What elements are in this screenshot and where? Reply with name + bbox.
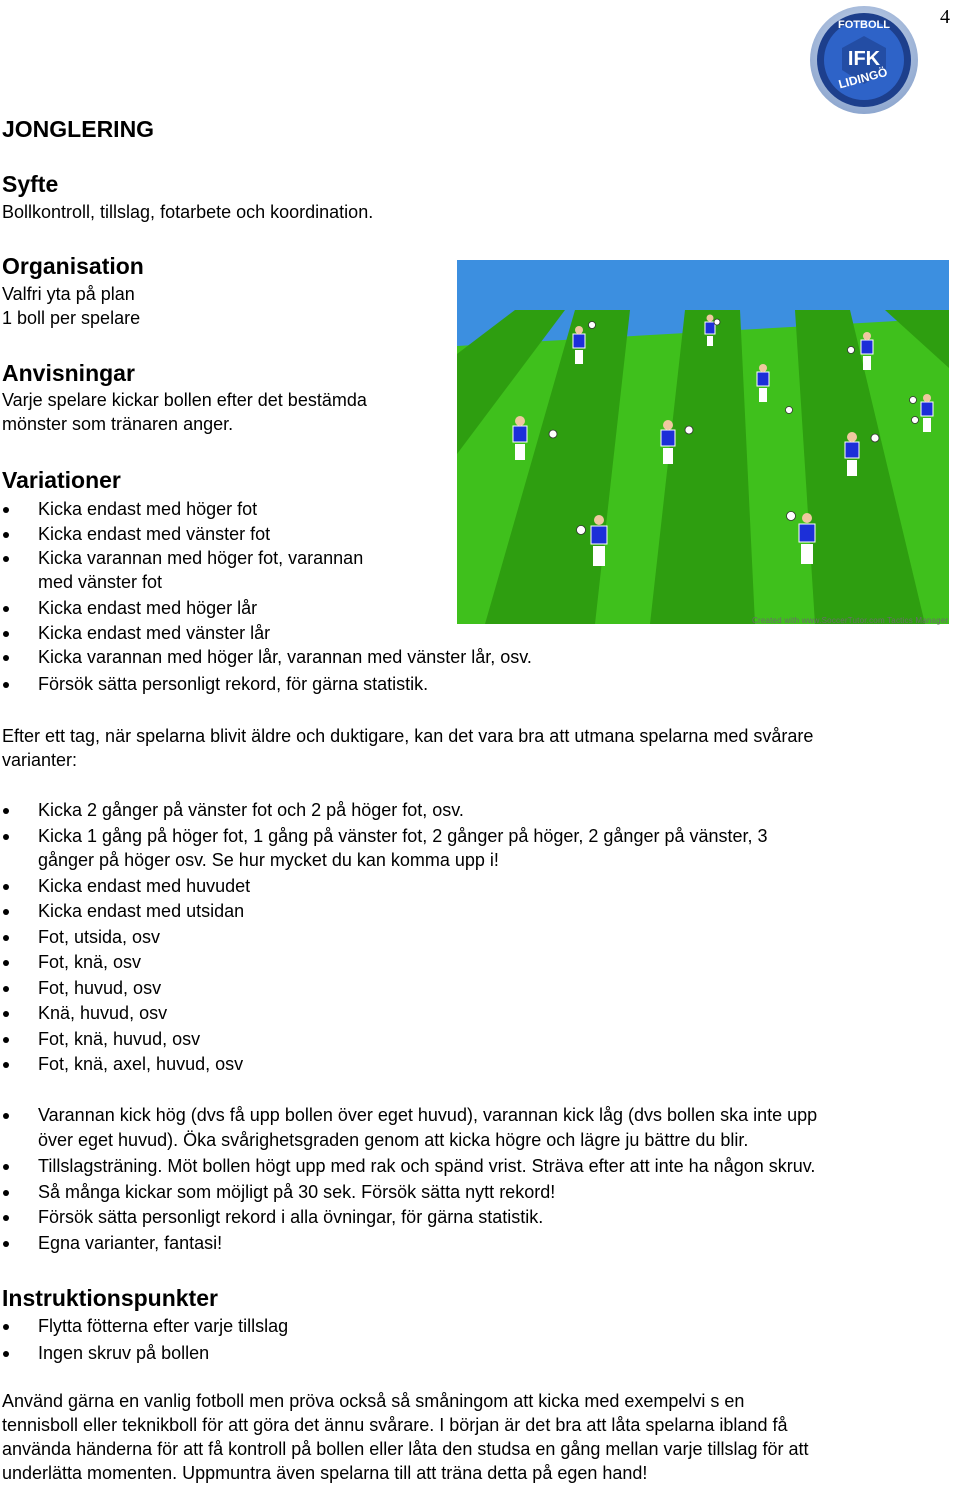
list-item: Tillslagsträning. Möt bollen högt upp med rak och spänd vrist. Sträva efter att inte ha någon skruv. [0, 1154, 817, 1179]
variationer-heading: Variationer [2, 467, 121, 493]
closing-line: använda händerna för att få kontroll på bollen eller låta den studsa en gång mellan varje tillslag för att [2, 1439, 809, 1459]
instruktionspunkter-list [0, 1314, 288, 1365]
svg-text:FOTBOLL: FOTBOLL [838, 19, 890, 31]
syfte-heading: Syfte [2, 171, 59, 197]
list-item-continuation: över eget huvud). Öka svårighetsgraden genom att kicka högre och lägre ju bättre du blir. [38, 1129, 749, 1150]
list-item: Kicka varannan med höger fot, varannan [0, 546, 532, 571]
more-list [0, 1103, 817, 1255]
organisation-line: Valfri yta på plan [2, 284, 135, 304]
page-number: 4 [940, 6, 950, 28]
syfte-text: Bollkontroll, tillslag, fotarbete och koordination. [2, 202, 374, 222]
list-item: Kicka 2 gånger på vänster fot och 2 på höger fot, osv. [0, 798, 768, 823]
closing-line: tennisboll eller teknikboll för att göra det ännu svårare. I början är det bra att låta spelarna ibland få [2, 1415, 788, 1435]
closing-line: underlätta momenten. Uppmuntra även spelarna till att träna detta på egen hand! [2, 1463, 648, 1483]
organisation-line: 1 boll per spelare [2, 308, 141, 328]
list-item-continuation: gånger på höger osv. Se hur mycket du kan komma upp i! [38, 850, 499, 870]
list-item: Kicka endast med huvudet [0, 874, 768, 899]
list-item: Fot, knä, huvud, osv [0, 1027, 768, 1052]
svg-text:LIDINGÖ: LIDINGÖ [837, 64, 889, 92]
list-item-continuation: med vänster fot [38, 571, 163, 592]
advanced-list [0, 798, 768, 1077]
variationer-list [0, 497, 532, 696]
image-credit: Created with www.SoccerTutor.com Tactics Manager [752, 616, 949, 625]
club-logo [806, 4, 922, 116]
list-item: Kicka varannan med höger lår, varannan med vänster lår, osv. [0, 645, 532, 670]
closing-line: Använd gärna en vanlig fotboll men pröva också så småningom att kicka med exempelvi s en [2, 1391, 745, 1411]
list-item: Kicka endast med höger lår [0, 596, 532, 621]
list-item: Fot, knä, axel, huvud, osv [0, 1052, 768, 1077]
list-item: Kicka endast med vänster fot [0, 522, 532, 547]
training-field-illustration [455, 258, 949, 628]
list-item: Kicka endast med utsidan [0, 899, 768, 924]
list-item: Flytta fötterna efter varje tillslag [0, 1314, 288, 1339]
list-item: Så många kickar som möjligt på 30 sek. Försök sätta nytt rekord! [0, 1180, 817, 1205]
organisation-heading: Organisation [2, 253, 144, 279]
anvisningar-line: Varje spelare kickar bollen efter det bestämda [2, 390, 367, 410]
svg-text:IFK: IFK [847, 48, 881, 70]
page-title: JONGLERING [2, 116, 155, 142]
efter-line: varianter: [2, 750, 78, 770]
list-item: Varannan kick hög (dvs få upp bollen över eget huvud), varannan kick låg (dvs bollen ska inte upp [0, 1103, 817, 1128]
list-item: Fot, knä, osv [0, 950, 768, 975]
instruktionspunkter-heading: Instruktionspunkter [2, 1285, 218, 1311]
efter-line: Efter ett tag, när spelarna blivit äldre och duktigare, kan det vara bra att utmana spelarna med svårare [2, 726, 814, 746]
list-item: Fot, huvud, osv [0, 976, 768, 1001]
list-item: Kicka endast med höger fot [0, 497, 532, 522]
list-item: Egna varianter, fantasi! [0, 1231, 817, 1256]
list-item: Kicka 1 gång på höger fot, 1 gång på vänster fot, 2 gånger på höger, 2 gånger på vänster, 3 [0, 824, 768, 849]
anvisningar-line: mönster som tränaren anger. [2, 414, 234, 434]
list-item: Ingen skruv på bollen [0, 1341, 288, 1366]
list-item: Fot, utsida, osv [0, 925, 768, 950]
anvisningar-heading: Anvisningar [2, 360, 135, 386]
list-item: Kicka endast med vänster lår [0, 621, 532, 646]
list-item: Knä, huvud, osv [0, 1001, 768, 1026]
list-item: Försök sätta personligt rekord, för gärna statistik. [0, 672, 532, 697]
list-item: Försök sätta personligt rekord i alla övningar, för gärna statistik. [0, 1205, 817, 1230]
